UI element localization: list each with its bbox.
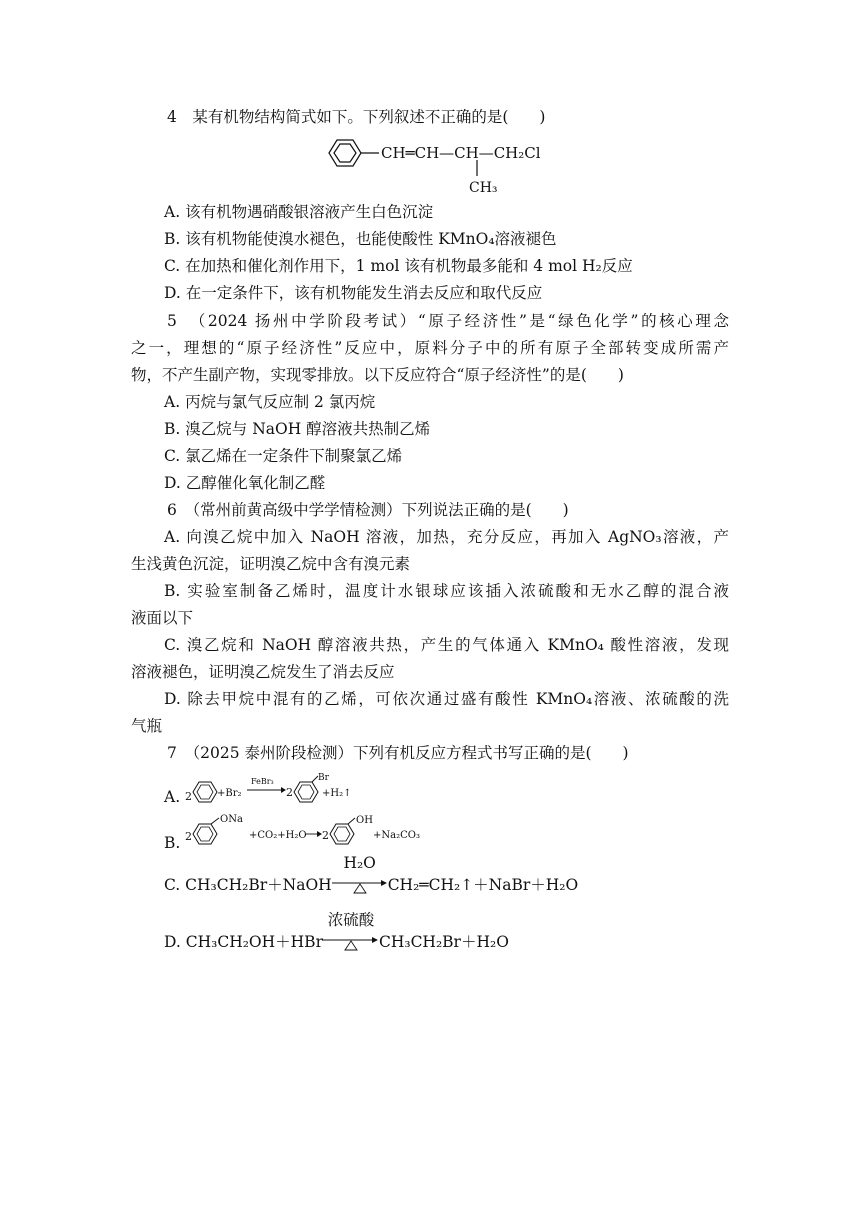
q7-option-c: C. CH₃CH₂Br＋NaOH H₂O CH₂═CH₂↑＋NaBr＋H₂O — [164, 854, 579, 894]
q6-option-a-line2: 生浅黄色沉淀，证明溴乙烷中含有溴元素 — [131, 555, 411, 573]
q4-structure-chain: CH═CH—CH—CH₂Cl — [381, 144, 541, 162]
q4-option-d: D. 在一定条件下，该有机物能发生消去反应和取代反应 — [164, 284, 543, 302]
q6-option-d-line2: 气瓶 — [131, 717, 163, 735]
q6-option-c-line1: C. 溴乙烷和 NaOH 醇溶液共热，产生的气体通入 KMnO₄ 酸性溶液，发现 — [164, 636, 729, 654]
q7c-condition: H₂O — [343, 854, 376, 872]
q4-option-a: A. 该有机物遇硝酸银溶液产生白色沉淀 — [164, 203, 434, 221]
q6-option-b-line1: B. 实验室制备乙烯时，温度计水银球应该插入浓硫酸和无水乙醇的混合液 — [164, 582, 729, 600]
benzene-ring-icon — [329, 140, 361, 166]
q7b-coef2: 2 — [322, 829, 329, 842]
q6-stem: 6 （常州前黄高级中学学情检测）下列说法正确的是( ) — [167, 501, 569, 519]
q5-stem-line2: 之一，理想的“原子经济性”反应中，原料分子中的所有原子全部转变成所需产 — [131, 339, 729, 357]
q7a-coef2: 2 — [286, 786, 293, 799]
q7a-byproduct: +H₂↑ — [322, 788, 352, 799]
q7d-condition: 浓硫酸 — [327, 911, 375, 929]
q5-option-c: C. 氯乙烯在一定条件下制聚氯乙烯 — [164, 447, 403, 465]
q7a-substituent: Br — [318, 773, 329, 783]
q7a-coef1: 2 — [185, 790, 192, 803]
q7d-products: CH₃CH₂Br＋H₂O — [378, 933, 509, 951]
q5-stem-line3: 物，不产生副产物，实现零排放。以下反应符合“原子经济性”的是( ) — [131, 366, 624, 384]
q7a-catalyst: FeBr₃ — [251, 777, 274, 786]
q7b-coef1: 2 — [185, 830, 192, 843]
q7-stem: 7 （2025 泰州阶段检测）下列有机反应方程式书写正确的是( ) — [167, 744, 629, 762]
q7a-reagent: +Br₂ — [217, 788, 242, 799]
q7-option-b-letter: B. — [164, 834, 181, 852]
q5-option-a: A. 丙烷与氯气反应制 2 氯丙烷 — [164, 393, 376, 411]
q5-stem-line1: 5 （2024 扬州中学阶段考试）“原子经济性”是“绿色化学”的核心理念 — [167, 312, 729, 330]
q4-structure-diagram — [325, 136, 575, 194]
heat-arrow-icon — [323, 934, 379, 952]
q7-option-b-equation — [185, 812, 445, 858]
q7-option-a-letter: A. — [164, 788, 181, 806]
q5-option-b: B. 溴乙烷与 NaOH 醇溶液共热制乙烯 — [164, 420, 431, 438]
q7b-substituent2: OH — [356, 815, 373, 826]
q7-option-a-equation — [185, 770, 385, 812]
q4-option-b: B. 该有机物能使溴水褪色，也能使酸性 KMnO₄溶液褪色 — [164, 230, 557, 248]
heat-arrow-icon — [332, 877, 388, 895]
q5-option-d: D. 乙醇催化氧化制乙醛 — [164, 474, 326, 492]
q6-option-d-line1: D. 除去甲烷中混有的乙烯，可依次通过盛有酸性 KMnO₄溶液、浓硫酸的洗 — [164, 690, 729, 708]
q7d-reactants: CH₃CH₂OH＋HBr — [185, 933, 323, 951]
q7-option-d: D. CH₃CH₂OH＋HBr 浓硫酸 CH₃CH₂Br＋H₂O — [164, 911, 509, 951]
q7d-reaction-arrow — [323, 911, 379, 953]
q4-option-c: C. 在加热和催化剂作用下，1 mol 该有机物最多能和 4 mol H₂反应 — [164, 257, 633, 275]
q7b-substituent1: ONa — [220, 814, 243, 825]
q7b-reagents: +CO₂+H₂O — [249, 830, 307, 841]
q6-option-c-line2: 溶液褪色，证明溴乙烷发生了消去反应 — [131, 663, 395, 681]
q7c-reaction-arrow — [332, 854, 388, 896]
q6-option-b-line2: 液面以下 — [131, 609, 194, 627]
q6-option-a-line1: A. 向溴乙烷中加入 NaOH 溶液，加热，充分反应，再加入 AgNO₃溶液，产 — [164, 528, 729, 546]
q7c-products: CH₂═CH₂↑＋NaBr＋H₂O — [387, 876, 579, 894]
q7b-byproduct: +Na₂CO₃ — [373, 830, 420, 841]
q7c-reactants: CH₃CH₂Br＋NaOH — [185, 876, 332, 894]
q4-stem: 4 某有机物结构简式如下。下列叙述不正确的是( ) — [167, 108, 546, 126]
q4-structure-branch: CH₃ — [469, 180, 498, 194]
